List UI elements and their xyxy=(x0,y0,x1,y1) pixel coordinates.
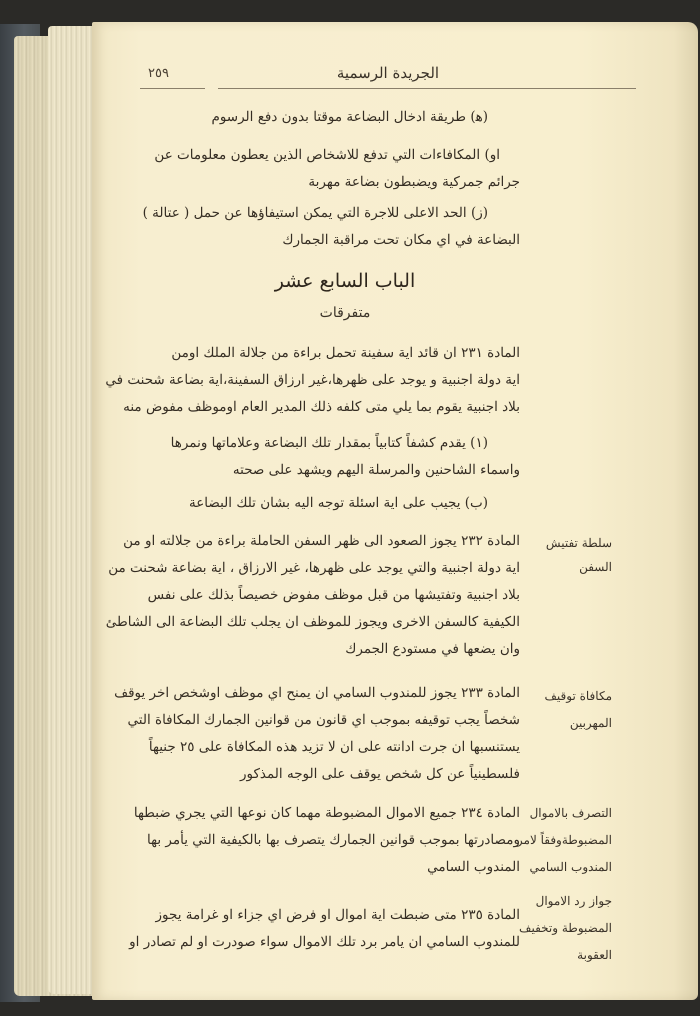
list-item-line: جرائم جمركية ويضبطون بضاعة مهربة xyxy=(308,174,520,190)
article-line: المادة ٢٣١ ان قائد اية سفينة تحمل براءة من جلالة الملك اومن xyxy=(171,345,520,361)
list-item-z xyxy=(143,200,520,254)
article-line: المادة ٢٣٥ متى ضبطت اية اموال او فرض اي جزاء او غرامة يجوز xyxy=(155,907,520,923)
article-line: يستنسبها ان جرت ادانته على ان لا تزيد هذه المكافاة على ٢٥ جنيهاً xyxy=(148,739,520,755)
page-header xyxy=(140,62,636,92)
margin-note-line: العقوبة xyxy=(577,948,612,962)
article-line: بلاد اجنبية وتفتيشها من قبل موظف مفوض خصيصاً بذلك على نفس xyxy=(147,587,520,603)
header-rule-left xyxy=(140,88,205,89)
article-line: بلاد اجنبية يقوم بما يلي متى كلفه ذلك المدير العام اوموظف مفوض منه xyxy=(123,399,520,415)
margin-note-line: المضبوطة وتخفيف xyxy=(519,921,612,935)
margin-note-234 xyxy=(516,800,612,881)
margin-note-235 xyxy=(519,888,612,969)
margin-note-line: التصرف بالاموال xyxy=(529,806,612,820)
header-rule-right xyxy=(218,88,636,89)
margin-note-232 xyxy=(522,531,612,579)
article-233 xyxy=(114,680,520,788)
article-line: ومصادرتها بموجب قوانين الجمارك يتصرف بها بالكيفية التي يأمر بها xyxy=(147,832,520,848)
article-231 xyxy=(105,340,520,421)
list-item-line: (ز) الحد الاعلى للاجرة التي يمكن استيفاؤها عن حمل ( عتالة ) xyxy=(142,205,488,221)
list-item-line: البضاعة في اي مكان تحت مراقبة الجمارك xyxy=(282,232,520,248)
margin-note-line: المضبوطةوفقاً لامر xyxy=(516,833,612,847)
article-234 xyxy=(134,800,520,881)
article-232 xyxy=(106,528,520,663)
list-item-line: او) المكافاءات التي تدفع للاشخاص الذين يعطون معلومات عن xyxy=(154,147,500,163)
article-line: (ب) يجيب على اية اسئلة توجه اليه بشان تلك البضاعة xyxy=(188,495,488,511)
page-stack-inner-edges xyxy=(48,26,98,994)
article-line: للمندوب السامي ان يامر برد تلك الاموال سواء صودرت او لم تصادر او xyxy=(129,934,520,950)
article-line: المادة ٢٣٣ يجوز للمندوب السامي ان يمنح اي موظف اوشخص اخر يوقف xyxy=(114,685,520,701)
article-line: اية دولة اجنبية والتي يوجد على ظهرها، غير الارزاق ، اية بضاعة شحنت من xyxy=(108,560,520,576)
article-line: المندوب السامي xyxy=(427,859,520,875)
article-line: وان يضعها في مستودع الجمرك xyxy=(345,641,520,657)
list-item-w xyxy=(154,142,520,196)
article-line: المادة ٢٣٢ يجوز الصعود الى ظهر السفن الحاملة براءة من جلالته او من xyxy=(123,533,520,549)
article-235 xyxy=(129,902,520,956)
margin-note-line: جواز رد الاموال xyxy=(535,894,612,908)
article-line: واسماء الشاحنين والمرسلة اليهم ويشهد على صحته xyxy=(232,462,520,478)
margin-note-233 xyxy=(522,683,612,737)
list-item-line: (ﻫ) طريقة ادخال البضاعة موقتا بدون دفع الرسوم xyxy=(211,109,488,125)
chapter-title: الباب السابع عشر xyxy=(274,270,416,292)
margin-note-line: سلطة تفتيش xyxy=(545,536,612,550)
article-line: شخصاً يجب توقيفه بموجب اي قانون من قوانين الجمارك المكافاة التي xyxy=(127,712,520,728)
margin-note-line: المهربين xyxy=(569,716,612,730)
margin-note-line: السفن xyxy=(579,560,612,574)
article-line: فلسطينياً عن كل شخص يوقف على الوجه المذكور xyxy=(240,766,520,782)
article-line: (١) يقدم كشفاً كتابياً بمقدار تلك البضاعة وعلاماتها ونمرها xyxy=(170,435,488,451)
journal-title: الجريدة الرسمية xyxy=(336,64,440,82)
article-line: المادة ٢٣٤ جميع الاموال المضبوطة مهما كان نوعها التي يجري ضبطها xyxy=(133,805,520,821)
article-line: الكيفية كالسفن الاخرى ويجوز للموظف ان يجلب تلك البضاعة الى الشاطئ xyxy=(105,614,520,630)
list-item-h xyxy=(211,104,488,131)
page-number: ٢٥٩ xyxy=(148,66,169,81)
chapter-subtitle: متفرقات xyxy=(319,305,371,321)
article-231-item-b xyxy=(189,490,488,517)
margin-note-line: المندوب السامي xyxy=(529,860,612,874)
margin-note-line: مكافاة توقيف xyxy=(544,689,612,703)
article-line: اية دولة اجنبية و يوجد على ظهرها،غير ارزاق السفينة،اية بضاعة شحنت في xyxy=(105,372,520,388)
article-231-item-1 xyxy=(171,430,520,484)
